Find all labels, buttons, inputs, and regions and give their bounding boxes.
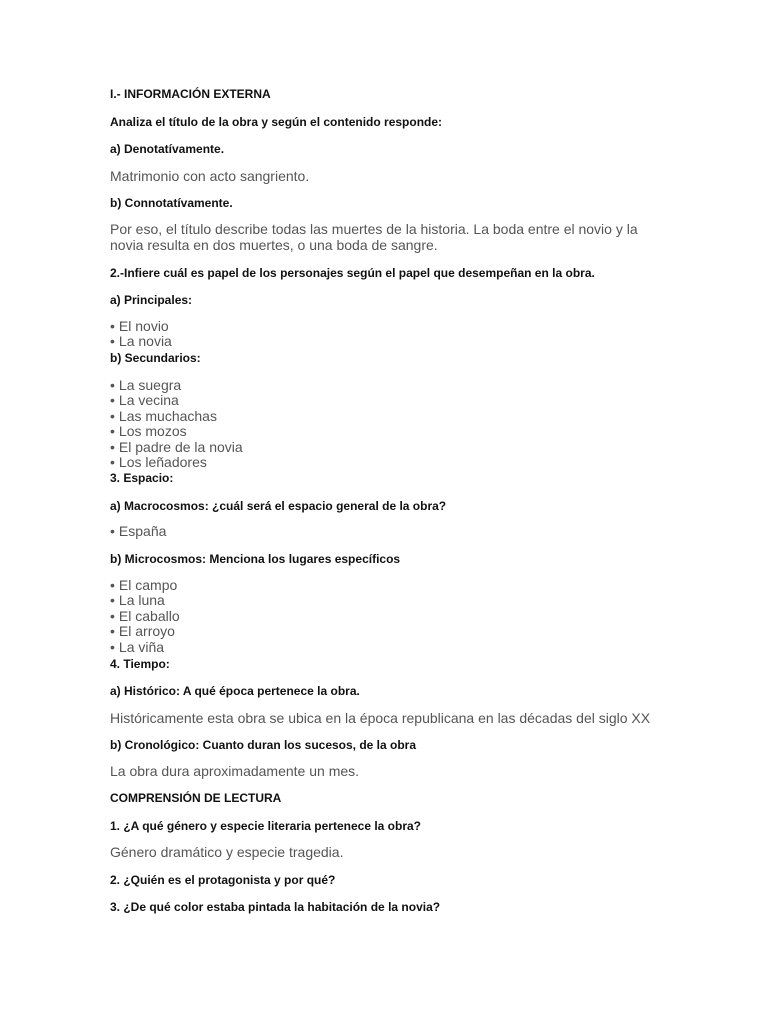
list-item: • La suegra xyxy=(110,378,243,393)
list-item: • La novia xyxy=(110,334,172,349)
list-item: • Los leñadores xyxy=(110,455,243,470)
list-item: • La luna xyxy=(110,593,180,608)
secundarios-label: b) Secundarios: xyxy=(110,351,201,365)
principales-label: a) Principales: xyxy=(110,293,193,307)
list-item: • El arroyo xyxy=(110,624,180,639)
espacio-label: 3. Espacio: xyxy=(110,471,174,485)
list-item: • El novio xyxy=(110,319,172,334)
question-2: 2. ¿Quién es el protagonista y por qué? xyxy=(110,873,336,887)
list-item: • Los mozos xyxy=(110,424,243,439)
connotativamente-answer: Por eso, el título describe todas las muertes de la historia. La boda entre el novio y la novia resulta en dos muertes, o una boda de sangre. xyxy=(110,221,638,253)
intro-instruction: Analiza el título de la obra y según el contenido responde: xyxy=(110,115,443,129)
section-title-informacion-externa: I.- INFORMACIÓN EXTERNA xyxy=(110,87,271,101)
connotativamente-label: b) Connotatívamente. xyxy=(110,196,233,210)
personajes-question: 2.-Infiere cuál es papel de los personajes según el papel que desempeñan en la obra. xyxy=(110,266,595,280)
answer-1: Género dramático y especie tragedia. xyxy=(110,844,344,860)
macrocosmos-label: a) Macrocosmos: ¿cuál será el espacio general de la obra? xyxy=(110,499,447,513)
question-3: 3. ¿De qué color estaba pintada la habitación de la novia? xyxy=(110,900,441,914)
microcosmos-list xyxy=(110,578,180,655)
cronologico-answer: La obra dura aproximadamente un mes. xyxy=(110,763,360,779)
denotativamente-label: a) Denotatívamente. xyxy=(110,142,225,156)
denotativamente-answer: Matrimonio con acto sangriento. xyxy=(110,168,310,184)
list-item: • La viña xyxy=(110,640,180,655)
list-item: • El campo xyxy=(110,578,180,593)
question-1: 1. ¿A qué género y especie literaria pertenece la obra? xyxy=(110,819,422,833)
list-item: • El padre de la novia xyxy=(110,440,243,455)
historico-label: a) Histórico: A qué época pertenece la obra. xyxy=(110,684,360,698)
macrocosmos-list xyxy=(110,524,166,539)
secundarios-list xyxy=(110,378,243,470)
principales-list xyxy=(110,319,172,350)
list-item: • La vecina xyxy=(110,393,243,408)
historico-answer: Históricamente esta obra se ubica en la época republicana en las décadas del siglo XX xyxy=(110,710,651,726)
cronologico-label: b) Cronológico: Cuanto duran los sucesos, de la obra xyxy=(110,738,417,752)
tiempo-label: 4. Tiempo: xyxy=(110,657,170,671)
list-item: • Las muchachas xyxy=(110,409,243,424)
list-item: • España xyxy=(110,524,166,539)
microcosmos-label: b) Microcosmos: Menciona los lugares específicos xyxy=(110,552,401,566)
list-item: • El caballo xyxy=(110,609,180,624)
comprension-title: COMPRENSIÓN DE LECTURA xyxy=(110,791,282,805)
